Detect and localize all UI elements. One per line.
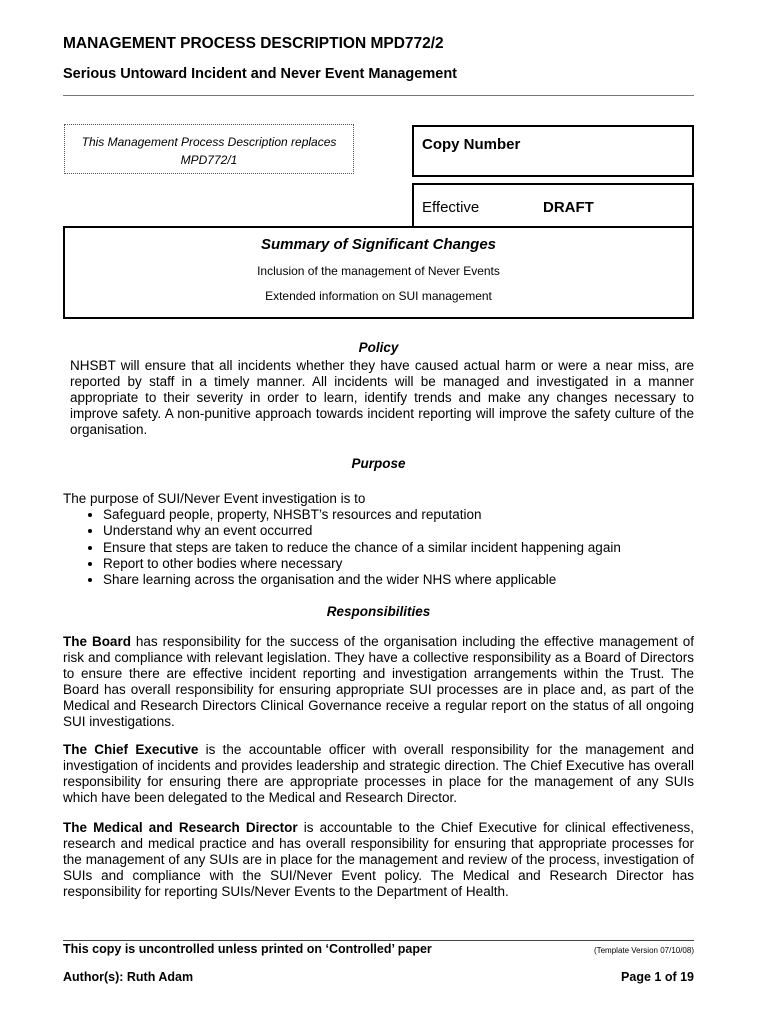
- purpose-bullet: • Understand why an event occurred: [103, 523, 687, 539]
- role-text: has responsibility for the success of the organisation including the effective management of risk and compliance with relevant legislation. They have a collective responsibility as a Board of Directors to ensure there are effective incident reporting and investigation arrangements within the Trust. The Board has overall responsibility for ensuring appropriate SUI processes are in place and, as part of the Medical and Research Directors Clinical Governance receive a regular report on the status of all ongoing SUI investigations.: [63, 634, 694, 730]
- responsibility-board: [63, 634, 694, 731]
- footer-divider: [63, 940, 694, 941]
- purpose-bullet: • Share learning across the organisation and the wider NHS where applicable: [103, 572, 687, 588]
- purpose-bullet: • Ensure that steps are taken to reduce the chance of a similar incident happening again: [103, 540, 687, 556]
- controlled-notice: This copy is uncontrolled unless printed on ‘Controlled’ paper: [63, 942, 432, 956]
- replaces-code: MPD772/1: [180, 153, 238, 167]
- document-title: MANAGEMENT PROCESS DESCRIPTION MPD772/2: [63, 35, 444, 52]
- responsibility-chief-executive: [63, 742, 694, 806]
- summary-item: Extended information on SUI management: [265, 289, 492, 303]
- role-name: The Medical and Research Director: [63, 820, 298, 835]
- policy-text: NHSBT will ensure that all incidents whether they have caused actual harm or were a near miss, are reported by staff in a timely manner. All incidents will be managed and investigated in a manner appropriate to their severity in order to learn, identify trends and make any changes necessary to improve safety. A non-punitive approach towards incident reporting will improve the safety culture of the organisation.: [70, 358, 694, 438]
- replaces-note: [64, 124, 354, 174]
- effective-value: DRAFT: [543, 199, 594, 216]
- policy-heading: Policy: [358, 340, 399, 355]
- summary-heading: Summary of Significant Changes: [260, 236, 497, 253]
- template-version: (Template Version 07/10/08): [593, 946, 694, 955]
- responsibility-medical-director: [63, 820, 694, 900]
- summary-item: Inclusion of the management of Never Events: [257, 264, 500, 278]
- role-text: is the accountable officer with overall responsibility for the management and investigation of incidents and provides leadership and strategic direction. The Chief Executive has overall responsibility for ensuring there are appropriate processes in place for the management of any SUIs which have been delegated to the Medical and Research Director.: [63, 742, 694, 806]
- replaces-line: This Management Process Description replaces: [81, 135, 337, 149]
- page-number: Page 1 of 19: [621, 970, 694, 984]
- purpose-section: [63, 491, 687, 588]
- purpose-heading: Purpose: [351, 456, 406, 471]
- role-name: The Board: [63, 634, 131, 649]
- purpose-list: [63, 507, 687, 588]
- document-subtitle: Serious Untoward Incident and Never Event Management: [63, 66, 457, 82]
- effective-box: [412, 183, 694, 228]
- header-divider: [63, 95, 694, 96]
- effective-label: Effective: [422, 199, 480, 216]
- copy-number-box: [412, 125, 694, 177]
- summary-of-changes: [63, 226, 694, 319]
- purpose-bullet: • Report to other bodies where necessary: [103, 556, 687, 572]
- purpose-intro: The purpose of SUI/Never Event investigation is to: [63, 491, 366, 506]
- role-name: The Chief Executive: [63, 742, 199, 757]
- role-text: is accountable to the Chief Executive for clinical effectiveness, research and medical practice and has overall responsibility for ensuring that appropriate processes for the management of any SUIs are in place for the management and review of the process, investigation of SUIs and compliance with the SUI/Never Event policy. The Medical and Research Director has responsibility for reporting SUIs/Never Events to the Department of Health.: [63, 820, 694, 900]
- responsibilities-heading: Responsibilities: [326, 604, 431, 619]
- copy-number-label: Copy Number: [422, 136, 521, 153]
- author: Author(s): Ruth Adam: [63, 970, 194, 984]
- purpose-bullet: • Safeguard people, property, NHSBT’s resources and reputation: [103, 507, 687, 523]
